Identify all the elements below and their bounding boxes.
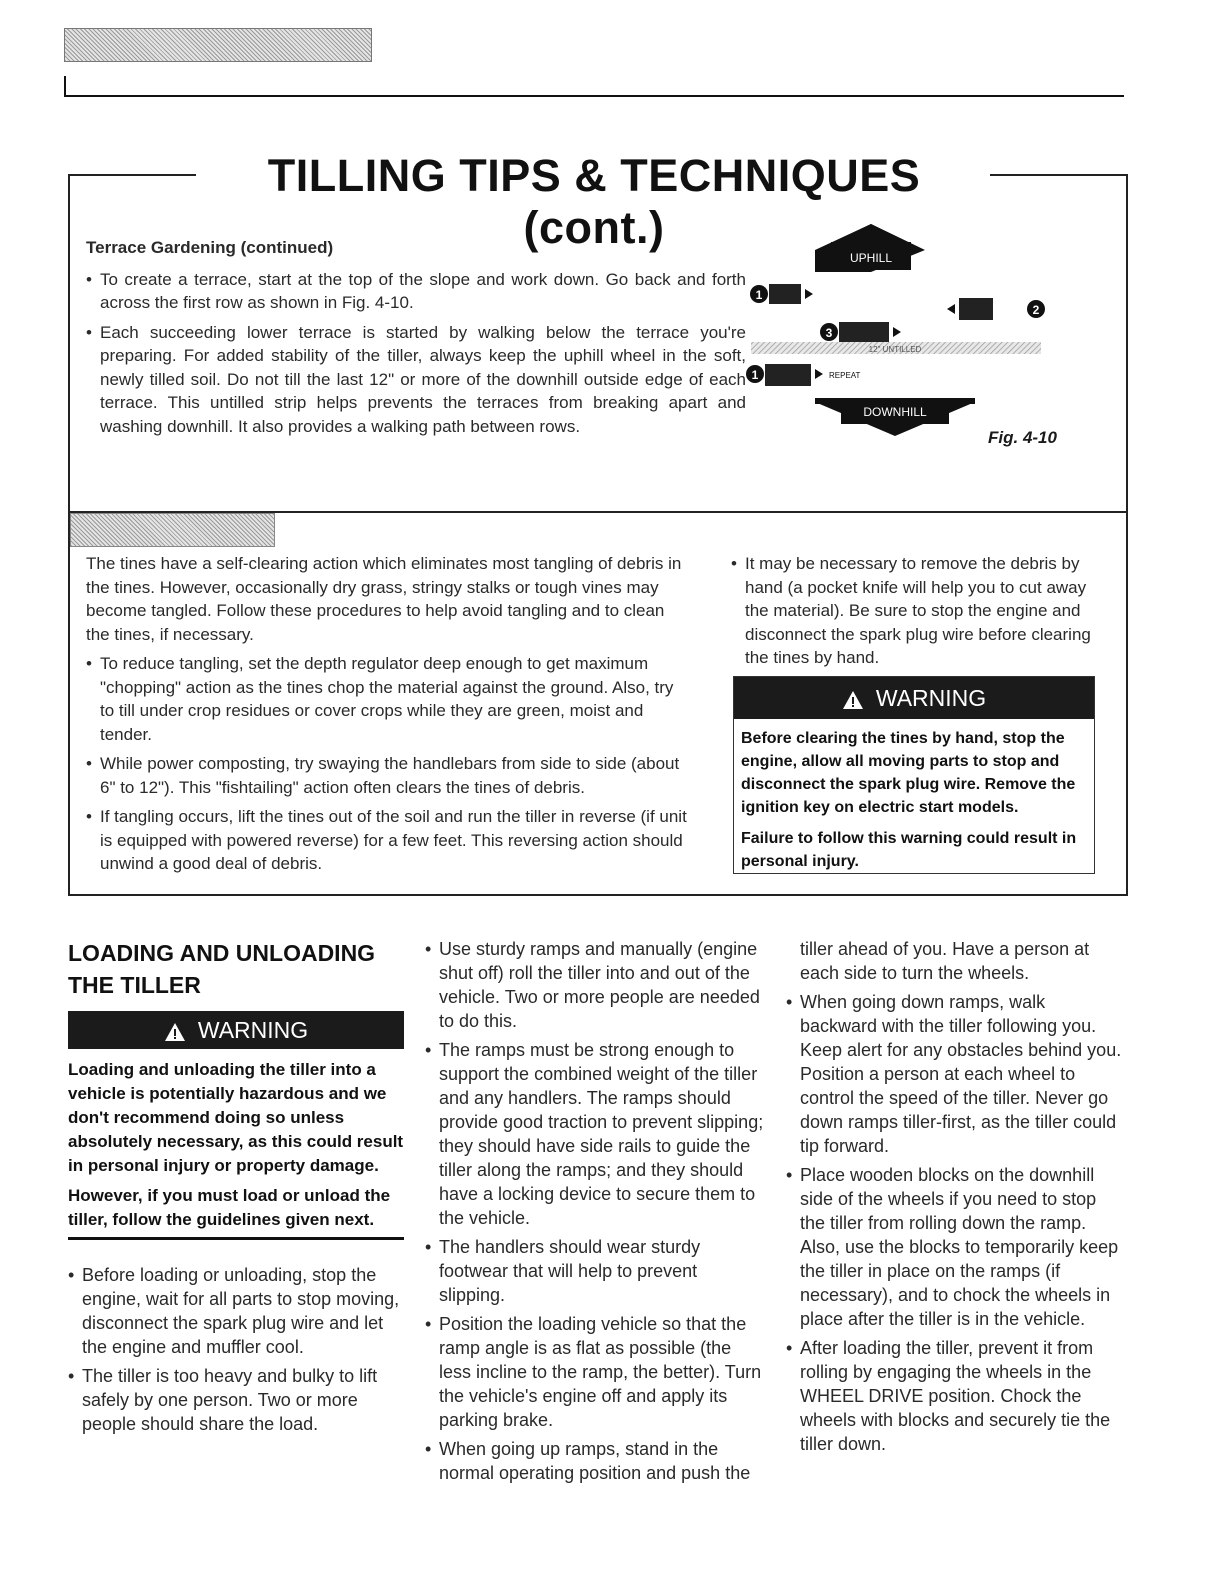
clearing-section-tab — [70, 513, 275, 547]
figure-caption: Fig. 4-10 — [988, 428, 1057, 447]
loading-continued-text: tiller ahead of you. Have a person at each side to turn the wheels. — [800, 939, 1090, 983]
uphill-arrow — [815, 224, 971, 272]
loading-column-1 — [68, 1263, 404, 1441]
loading-warning-text-2: However, if you must load or unload the tiller, follow the guidelines given next. — [68, 1186, 391, 1229]
tiller-step-1 — [750, 284, 813, 304]
svg-text:2: 2 — [1032, 303, 1040, 317]
tips-frame-top-right — [990, 174, 1128, 176]
terrace-heading: Terrace Gardening (continued) — [86, 238, 334, 257]
clearing-warning-header — [734, 677, 1094, 719]
tips-frame-top-left — [68, 174, 196, 176]
clearing-right-bullet: • It may be necessary to remove the debris by hand (a pocket knife will help you to cut away the material). Be sure to stop the engine and disconnect the spark plug wire before clearing the tines by hand. — [731, 552, 1097, 670]
clearing-warning-text-1: Before clearing the tines by hand, stop the engine, allow all moving parts to stop and disconnect the spark plug wire. Remove the ignition key on electric start models. — [741, 730, 1076, 816]
loading-bullet: • When going down ramps, walk backward with the tiller following you. Keep alert for any obstacles behind you. Position a person at each wheel to control the speed of the tiller. Never go down ramps tiller-first, as the tiller could tip forward. — [786, 990, 1122, 1158]
clearing-warning-label: WARNING — [875, 685, 987, 711]
warning-icon — [842, 690, 864, 710]
clearing-right-column — [731, 552, 1097, 670]
terrace-bullet-2: • Each succeeding lower terrace is started by walking below the terrace you're preparing. For added stability of the tiller, always keep the uphill wheel in the soft, newly tilled soil. Do not till the last 12" or more of the downhill outside edge of each terrace. This untilled strip helps prevents the terraces from breaking apart and washing downhill. It also provides a walking path between rows. — [86, 321, 746, 439]
downhill-label: DOWNHILL — [863, 405, 927, 419]
loading-bullet: • Place wooden blocks on the downhill side of the wheels if you need to stop the tiller from rolling down the ramp. Also, use the blocks to temporarily keep the tiller in place on the ramps (if necessary), and to chock the wheels in place after the tiller is in the vehicle. — [786, 1163, 1122, 1331]
tiller-step-2 — [947, 298, 1045, 320]
clearing-warning-text-2: Failure to follow this warning could result in personal injury. — [741, 830, 1077, 870]
terrace-section — [86, 236, 746, 444]
loading-bullet: • When going up ramps, stand in the normal operating position and push the — [425, 1437, 765, 1485]
untilled-label: 12" UNTILLED — [868, 345, 922, 354]
downhill-arrow — [815, 398, 975, 436]
loading-column-3 — [786, 937, 1122, 1461]
header-rule-tick — [64, 76, 66, 96]
clearing-left-column — [86, 552, 688, 882]
loading-warning-header — [68, 1011, 404, 1049]
loading-title-line-2: THE TILLER — [68, 972, 201, 998]
tiller-step-3 — [820, 322, 901, 344]
clearing-bullet-1: • To reduce tangling, set the depth regulator deep enough to get maximum "chopping" action as the tines chop the material against the ground. Also, try to till under crop residues or cover crops while they are green, moist and tender. — [86, 652, 688, 746]
clearing-bullet-3: • If tangling occurs, lift the tines out of the soil and run the tiller in reverse (if unit is equipped with powered reverse) for a few feet. This reversing action should unwind a good deal of debris. — [86, 805, 688, 876]
loading-warning-label: WARNING — [197, 1017, 309, 1043]
clearing-bullet-2: • While power composting, try swaying the handlebars from side to side (about 6" to 12"). This "fishtailing" action often clears the tines of debris. — [86, 752, 688, 799]
loading-warning-body — [68, 1058, 404, 1232]
loading-warning — [68, 1011, 404, 1238]
loading-bullet: • The ramps must be strong enough to support the combined weight of the tiller and any handlers. The ramps should provide good traction to prevent slipping; they should have side rails to guide the tiller along the ramps; and they should have a locking device to secure them to the vehicle. — [425, 1038, 765, 1230]
terrace-figure — [745, 214, 1050, 450]
clearing-intro: The tines have a self-clearing action which eliminates most tangling of debris in the tines. However, occasionally dry grass, stringy stalks or tough vines may become tangled. Follow these procedures to help avoid tangling and to clean the tines, if necessary. — [86, 554, 682, 644]
loading-bullet: • The handlers should wear sturdy footwear that will help to prevent slipping. — [425, 1235, 765, 1307]
loading-warning-rule — [68, 1237, 404, 1240]
repeat-label: REPEAT — [829, 371, 861, 380]
loading-bullet: • The tiller is too heavy and bulky to lift safely by one person. Two or more people should share the load. — [68, 1364, 404, 1436]
terrace-bullet-1: • To create a terrace, start at the top of the slope and work down. Go back and forth across the first row as shown in Fig. 4-10. — [86, 268, 746, 315]
loading-bullet: • Use sturdy ramps and manually (engine shut off) roll the tiller into and out of the vehicle. Two or more people are needed to do this. — [425, 937, 765, 1033]
loading-warning-text-1: Loading and unloading the tiller into a vehicle is potentially hazardous and we don't recommend doing so unless absolutely necessary, as this could result in personal injury or property damage. — [68, 1060, 404, 1175]
warning-icon — [164, 1022, 186, 1042]
loading-bullet: • Position the loading vehicle so that the ramp angle is as flat as possible (the less incline to the ramp, the better). Turn the vehicle's engine off and apply its parking brake. — [425, 1312, 765, 1432]
loading-bullet: • Before loading or unloading, stop the engine, wait for all parts to stop moving, disconnect the spark plug wire and let the engine and muffler cool. — [68, 1263, 404, 1359]
clearing-warning-body — [734, 719, 1094, 889]
page-title: TILLING TIPS & TECHNIQUES (cont.) — [267, 150, 921, 253]
tiller-step-4 — [746, 364, 861, 386]
header-section-tab — [64, 28, 372, 62]
svg-text:1: 1 — [755, 288, 763, 302]
svg-text:3: 3 — [825, 326, 833, 340]
loading-bullet: • After loading the tiller, prevent it from rolling by engaging the wheels in the WHEEL DRIVE position. Chock the wheels with blocks and securely tie the tiller down. — [786, 1336, 1122, 1456]
header-rule — [64, 95, 1124, 97]
svg-text:1: 1 — [751, 368, 759, 382]
loading-column-2 — [425, 937, 765, 1490]
clearing-warning — [733, 676, 1095, 874]
loading-title-line-1: LOADING AND UNLOADING — [68, 940, 376, 966]
loading-title — [68, 937, 375, 1001]
uphill-label: UPHILL — [849, 251, 893, 265]
